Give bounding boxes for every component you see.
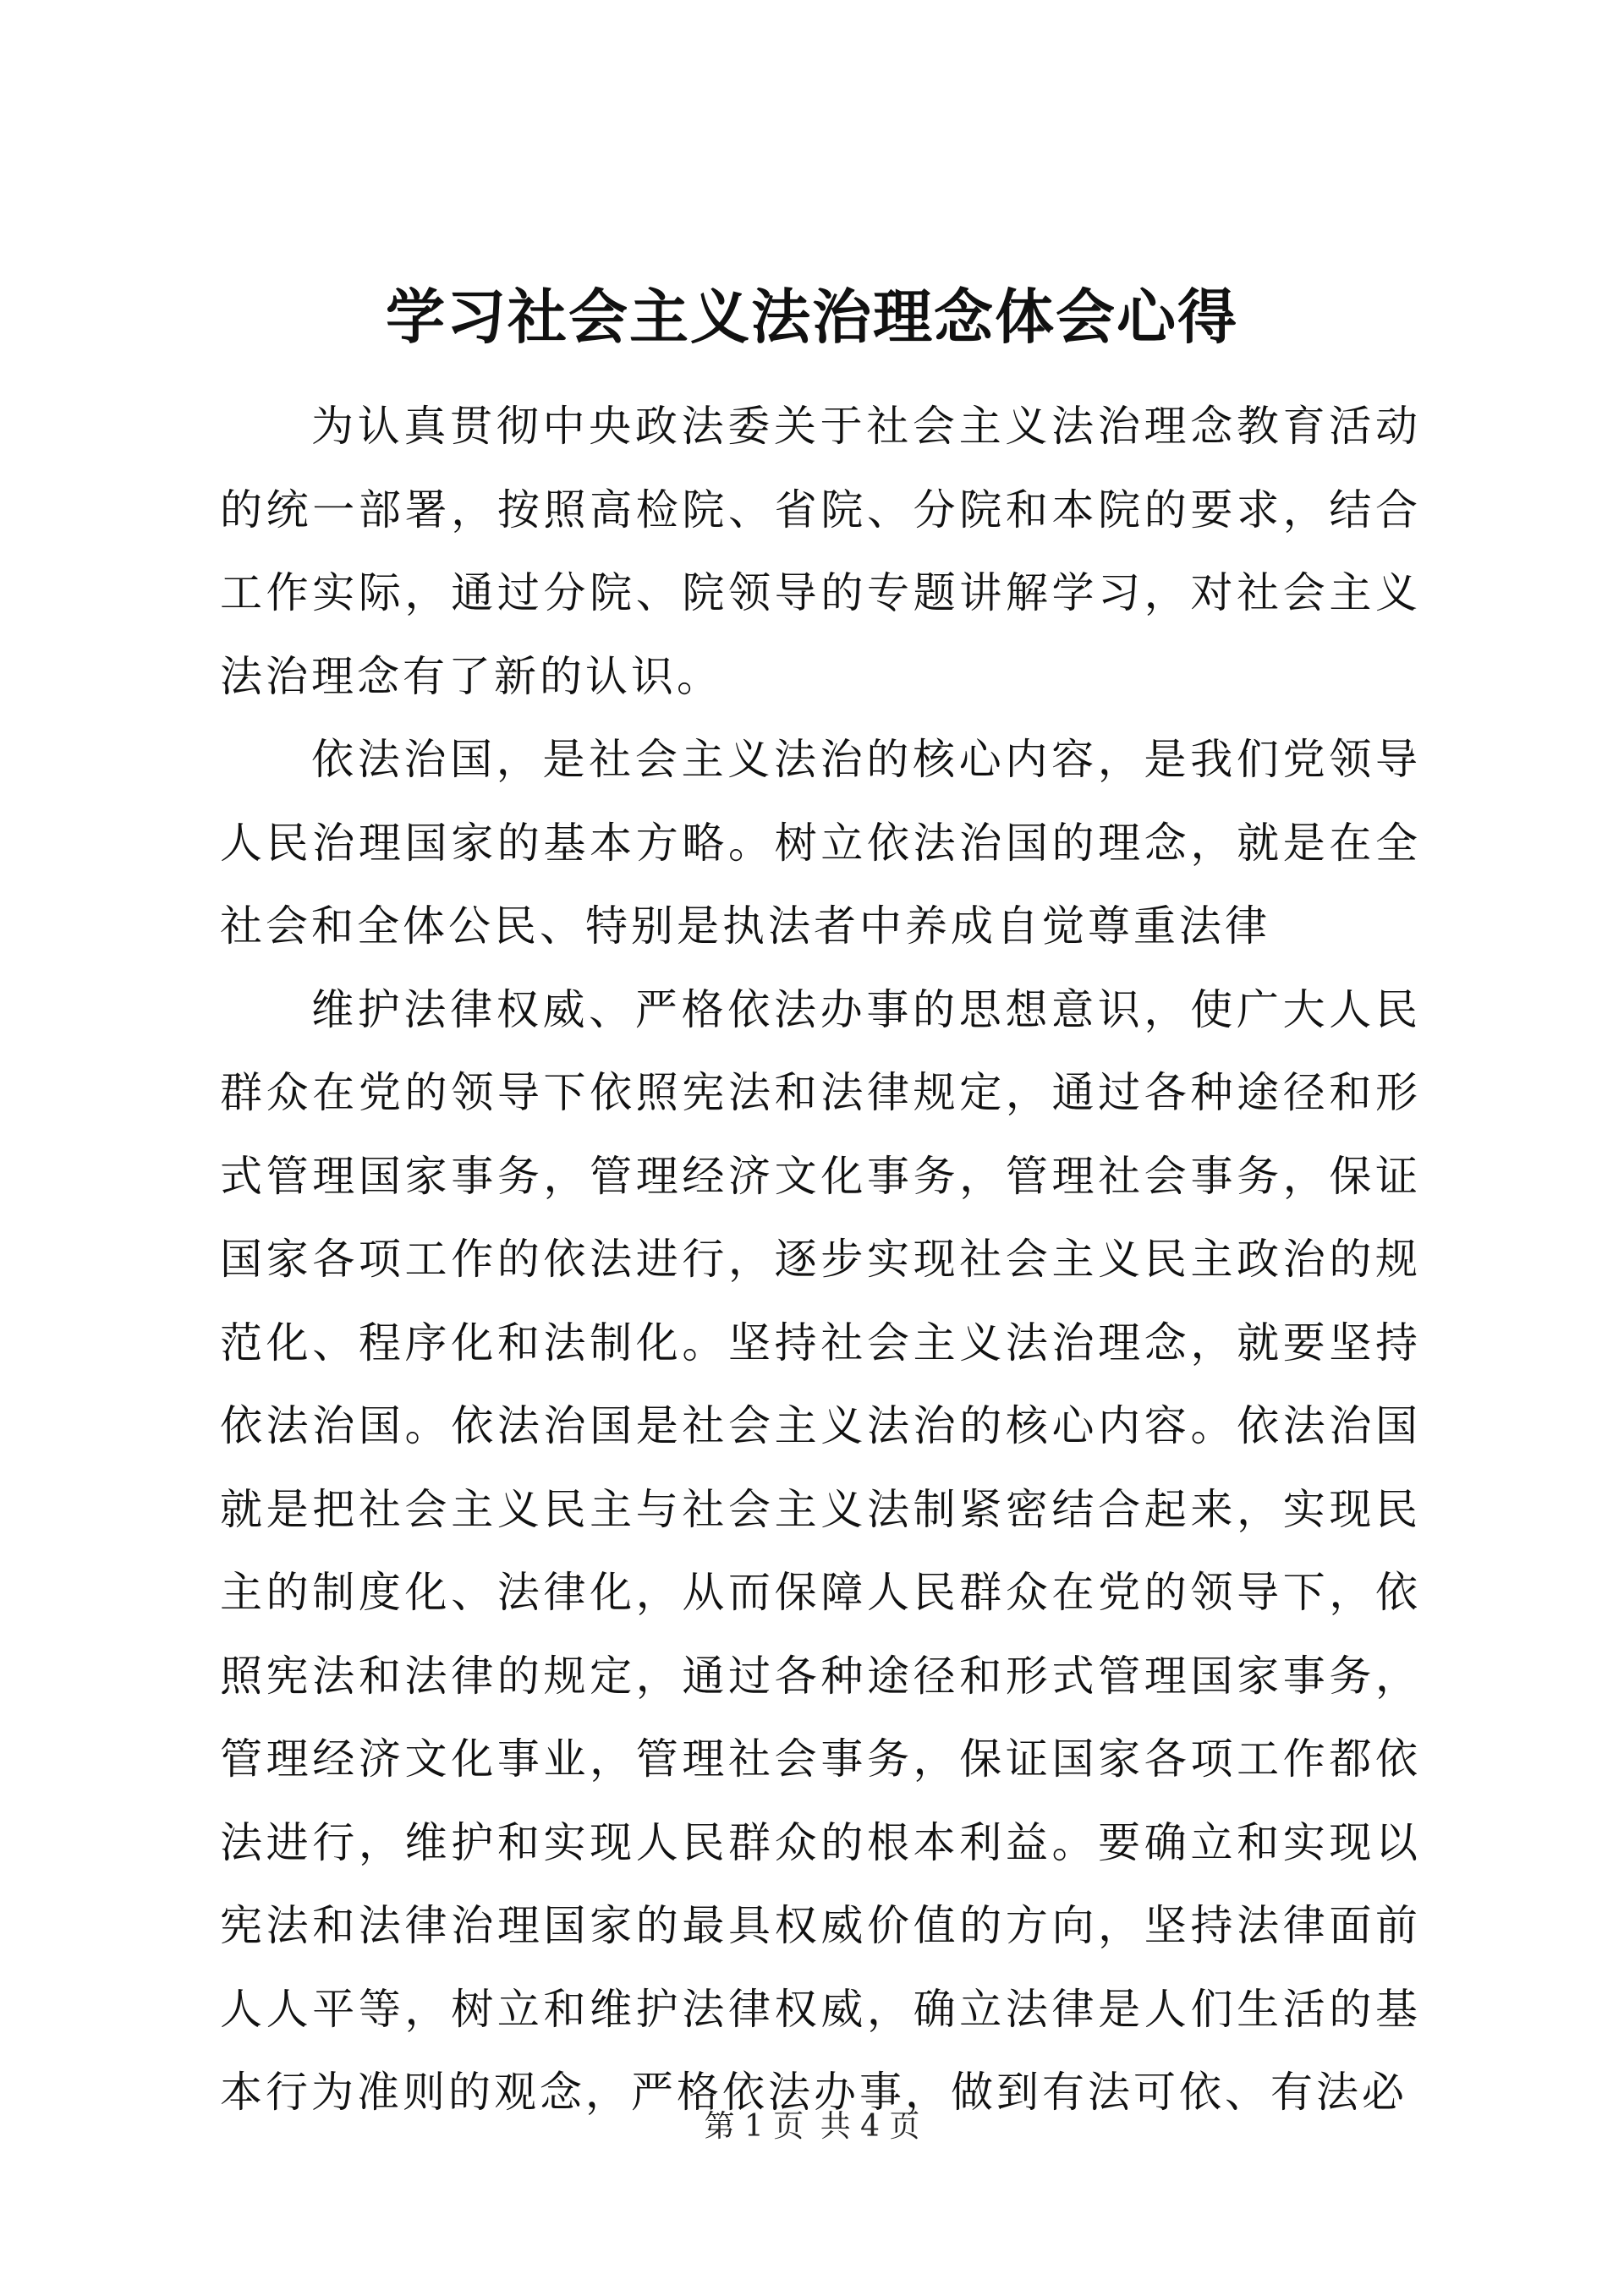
- page-total: 共 4 页: [820, 2109, 920, 2144]
- paragraph-1: 为认真贯彻中央政法委关于社会主义法治理念教育活动的统一部署，按照高检院、省院、分院和本院的要求，结合工作实际，通过分院、院领导的专题讲解学习，对社会主义法治理念有了新的认识。: [220, 402, 1421, 701]
- document-body: [220, 385, 1421, 2134]
- paragraph-3: 维护法律权威、严格依法办事的思想意识，使广大人民群众在党的领导下依照宪法和法律规定，通过各种途径和形式管理国家事务，管理经济文化事务，管理社会事务，保证国家各项工作的依法进行，逐步实现社会主义民主政治的规范化、程序化和法制化。坚持社会主义法治理念，就要坚持依法治国。依法治国是社会主义法治的核心内容。依法治国就是把社会主义民主与社会主义法制紧密结合起来，实现民主的制度化、法律化，从而保障人民群众在党的领导下，依照宪法和法律的规定，通过各种途径和形式管理国家事务，管理经济文化事业，管理社会事务，保证国家各项工作都依法进行，维护和实现人民群众的根本利益。要确立和实现以宪法和法律治理国家的最具权威价值的方向，坚持法律面前人人平等，树立和维护法律权威，确立法律是人们生活的基本行为准则的观念，严格依法办事，做到有法可依、有法必: [220, 984, 1421, 2117]
- page-title: 学习社会主义法治理念体会心得: [386, 282, 1238, 352]
- page-footer: [0, 2106, 1624, 2148]
- paragraph-2: 依法治国，是社会主义法治的核心内容，是我们党领导人民治理国家的基本方略。树立依法治国的理念，就是在全社会和全体公民、特别是执法者中养成自觉尊重法律: [220, 735, 1421, 951]
- page-number: 第 1 页: [704, 2109, 804, 2144]
